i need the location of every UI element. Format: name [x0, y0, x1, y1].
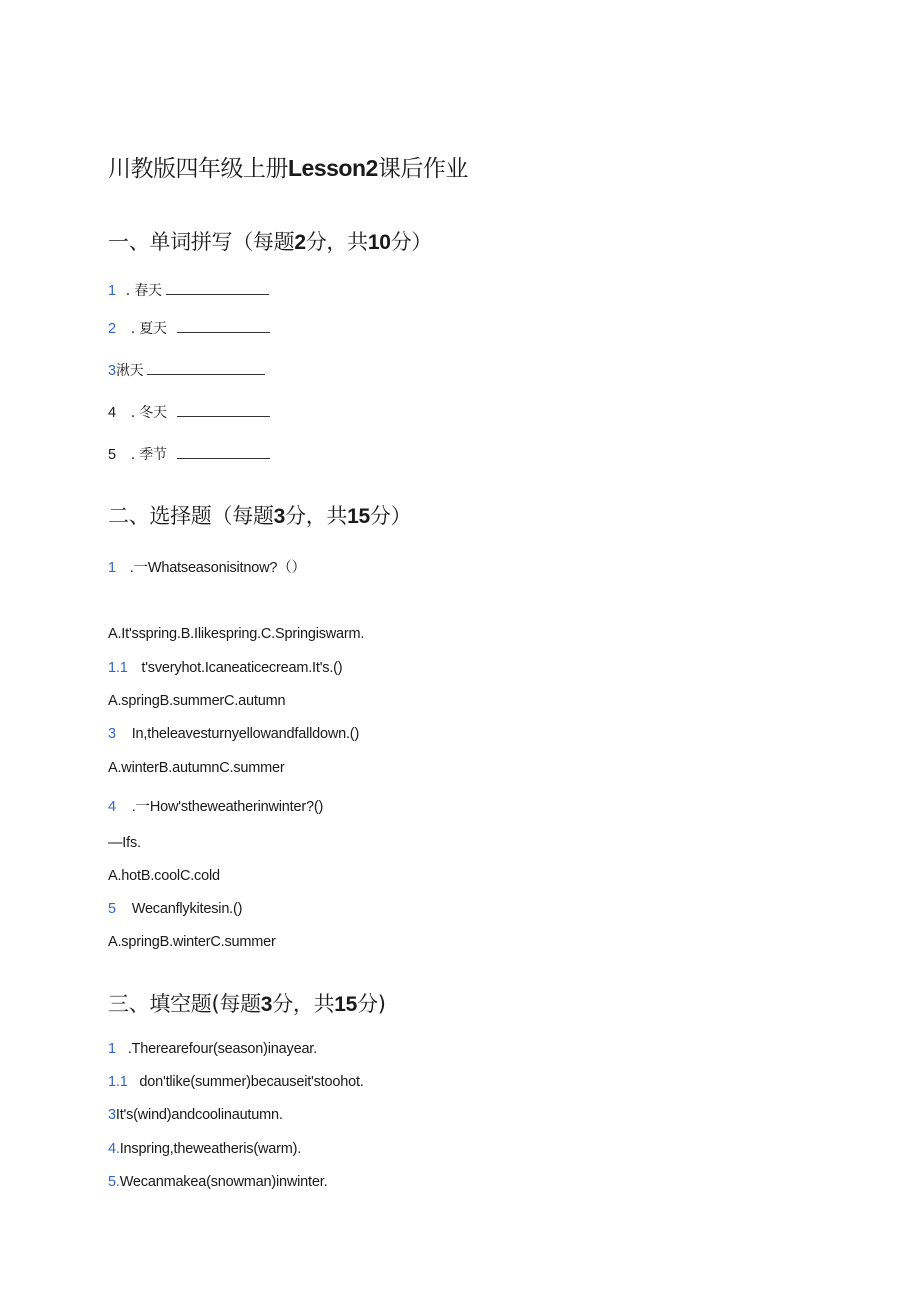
answer-blank[interactable] — [166, 282, 269, 295]
answer-blank[interactable] — [177, 404, 270, 417]
heading-text: 分，共 — [272, 992, 335, 1016]
title-prefix: 川教版四年级上册 — [108, 156, 288, 182]
options-text: A.It'sspring.B.Ilikespring.C.Springiswarm. — [108, 626, 365, 642]
options-line — [108, 760, 285, 776]
title-lesson: Lesson2 — [288, 155, 378, 181]
heading-text: 分) — [357, 992, 386, 1016]
item-text: 湫天 — [115, 363, 144, 379]
fill-blank-line — [108, 1174, 327, 1190]
item-text: . 夏天 — [130, 321, 167, 337]
question-line — [108, 726, 359, 742]
heading-total: 15 — [347, 505, 370, 528]
spelling-item — [108, 402, 270, 422]
options-text: A.winterB.autumnC.summer — [108, 760, 285, 776]
heading-text: 一、单词拼写（每题 — [108, 230, 295, 254]
heading-text: 分，共 — [285, 504, 348, 528]
spelling-item — [108, 444, 270, 464]
heading-text: 三、填空题(每题 — [108, 992, 261, 1016]
question-number: 1.1 — [108, 660, 128, 676]
options-text: A.hotB.coolC.cold — [108, 868, 220, 884]
question-line — [108, 901, 242, 917]
answer-text: —Ifs. — [108, 835, 141, 851]
spelling-item — [108, 318, 270, 338]
title-suffix: 课后作业 — [377, 156, 468, 182]
heading-text: 分） — [369, 504, 412, 528]
answer-line — [108, 835, 141, 851]
question-text: Wecanflykitesin.() — [131, 901, 243, 917]
item-number: 4 — [108, 405, 116, 421]
question-number: 1 — [108, 560, 116, 576]
heading-total: 15 — [334, 993, 358, 1016]
spelling-item — [108, 280, 269, 300]
answer-blank[interactable] — [177, 320, 270, 333]
question-number: 1.1 — [108, 1074, 128, 1090]
question-number: 1 — [108, 1041, 116, 1057]
page-title — [108, 150, 468, 183]
options-line — [108, 868, 220, 884]
answer-blank[interactable] — [177, 446, 270, 459]
question-text: .Therearefour(season)inayear. — [127, 1041, 317, 1057]
options-line — [108, 626, 364, 642]
item-text: . 春天 — [125, 283, 162, 299]
heading-text: 二、选择题（每题 — [108, 504, 274, 528]
options-text: A.springB.winterC.summer — [108, 934, 276, 950]
item-number: 3 — [108, 363, 116, 379]
heading-text: 分） — [390, 230, 432, 254]
question-text: It's(wind)andcoolinautumn. — [115, 1107, 283, 1123]
item-number: 1 — [108, 283, 116, 299]
question-number: 4. — [108, 1141, 120, 1157]
question-number: 3 — [108, 1107, 116, 1123]
question-line — [108, 795, 323, 816]
question-number: 5. — [108, 1174, 120, 1190]
fill-blank-line — [108, 1074, 364, 1090]
question-text: don'tlike(summer)becauseit'stoohot. — [139, 1074, 364, 1090]
answer-blank[interactable] — [147, 362, 265, 375]
section-2-heading — [108, 500, 411, 530]
options-line — [108, 693, 285, 709]
options-text: A.springB.summerC.autumn — [108, 693, 286, 709]
heading-points: 3 — [273, 505, 285, 528]
options-line — [108, 934, 276, 950]
section-3-heading — [108, 988, 386, 1018]
question-text: In,theleavesturnyellowandfalldown.() — [131, 726, 360, 742]
question-line — [108, 556, 306, 577]
question-number: 3 — [108, 726, 116, 742]
heading-points: 3 — [260, 993, 273, 1016]
fill-blank-line — [108, 1041, 317, 1057]
item-text: . 季节 — [130, 447, 167, 463]
question-number: 4 — [108, 799, 116, 815]
question-number: 5 — [108, 901, 116, 917]
question-text: .一Whatseasonisitnow?（） — [129, 560, 306, 576]
item-number: 2 — [108, 321, 116, 337]
spelling-item — [108, 360, 265, 380]
heading-text: 分，共 — [305, 230, 368, 254]
fill-blank-line — [108, 1107, 283, 1123]
fill-blank-line — [108, 1141, 301, 1157]
question-line — [108, 660, 342, 676]
section-1-heading — [108, 226, 432, 256]
question-text: .一How'stheweatherinwinter?() — [131, 799, 324, 815]
item-text: . 冬天 — [130, 405, 167, 421]
question-text: Inspring,theweatheris(warm). — [119, 1141, 302, 1157]
item-number: 5 — [108, 447, 116, 463]
question-text: Wecanmakea(snowman)inwinter. — [119, 1174, 328, 1190]
heading-points: 2 — [294, 231, 306, 254]
heading-total: 10 — [367, 231, 391, 254]
question-text: t'sveryhot.Icaneaticecream.It's.() — [141, 660, 343, 676]
